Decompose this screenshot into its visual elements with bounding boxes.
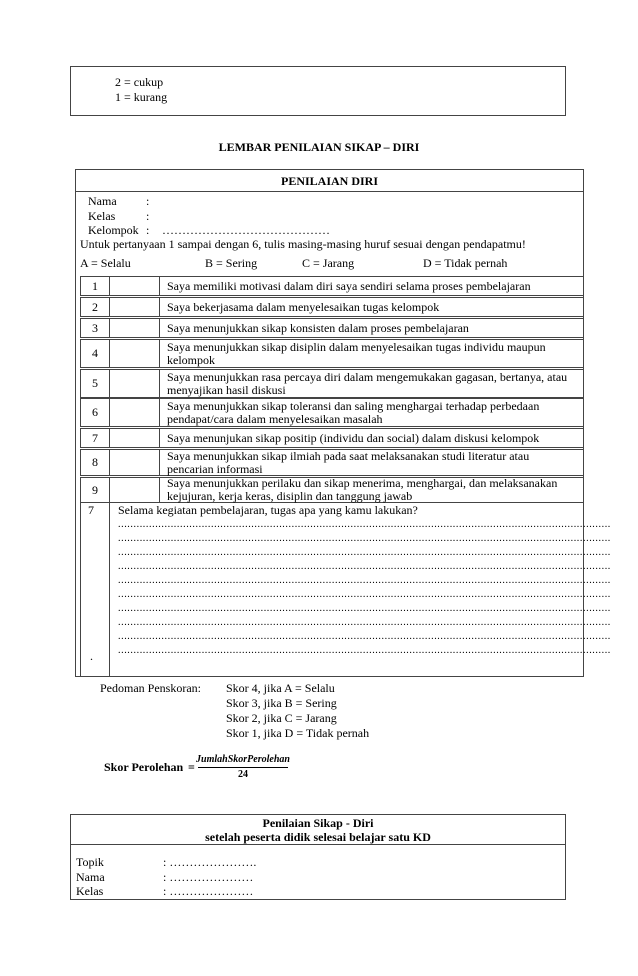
open-question-divider <box>109 503 110 677</box>
bottom-box-subtitle: setelah peserta didik selesai belajar satu KD <box>205 830 431 844</box>
item-text: Saya menunjukan sikap positip (individu dan social) dalam diskusi kelompok <box>167 430 540 445</box>
field-kelompok-sep: : <box>146 223 150 237</box>
legend-a: A = Selalu <box>80 256 131 270</box>
answer-cell[interactable] <box>109 298 160 316</box>
item-row-5 <box>80 369 584 398</box>
answer-line-2[interactable]: ............................................................................................................................................................... <box>118 533 611 544</box>
formula-numerator: JumlahSkorPerolehan <box>196 754 290 765</box>
open-question-mark: . <box>90 649 93 663</box>
answer-line-10[interactable]: ............................................................................................................................................................... <box>118 645 611 656</box>
field-nama-sep: : <box>146 194 150 208</box>
answer-cell[interactable] <box>109 277 160 295</box>
pedoman-line-1: Skor 4, jika A = Selalu <box>226 681 335 695</box>
item-number: 8 <box>81 450 110 475</box>
pedoman-line-2: Skor 3, jika B = Sering <box>226 696 337 710</box>
bottom-field-kelas-label: Kelas <box>76 884 104 898</box>
field-kelas-sep: : <box>146 209 150 223</box>
item-text: Saya menunjukkan rasa percaya diri dalam mengemukakan gagasan, bertanya, atau menyajikan hasil diskusi <box>167 369 568 397</box>
scale-line-2: 2 = cukup <box>115 75 164 89</box>
item-text: Saya menunjukkan perilaku dan sikap menerima, menghargai, dan melaksanakan kejujuran, kerja keras, disiplin dan tanggung jawab <box>167 476 558 503</box>
section-title: LEMBAR PENILAIAN SIKAP – DIRI <box>218 140 420 154</box>
bottom-box-title: Penilaian Sikap - Diri <box>262 816 374 830</box>
item-row-1 <box>80 276 584 296</box>
instruction-text: Untuk pertanyaan 1 sampai dengan 6, tulis masing-masing huruf sesuai dengan pendapatmu! <box>80 237 526 251</box>
legend-c: C = Jarang <box>302 256 355 270</box>
item-number: 7 <box>81 429 110 447</box>
item-text: Saya menunjukkan sikap ilmiah pada saat melaksanakan studi literatur atau pencarian informasi <box>167 448 530 476</box>
item-text: Saya bekerjasama dalam menyelesaikan tugas kelompok <box>167 299 440 314</box>
pedoman-line-3: Skor 2, jika C = Jarang <box>226 711 337 725</box>
field-nama-label: Nama <box>88 194 117 208</box>
item-number: 4 <box>81 340 110 367</box>
open-question-number: 7 <box>88 503 94 517</box>
answer-line-4[interactable]: ............................................................................................................................................................... <box>118 561 611 572</box>
item-row-2 <box>80 297 584 317</box>
formula-equals: = <box>188 760 195 774</box>
item-text: Saya menunjukkan sikap toleransi dan saling menghargai terhadap perbedaan pendapat/cara dalam menyelesaikan masalah <box>167 398 540 426</box>
item-row-8 <box>80 449 584 476</box>
answer-line-6[interactable]: ............................................................................................................................................................... <box>118 589 611 600</box>
answer-line-1[interactable]: ............................................................................................................................................................... <box>118 519 611 530</box>
legend-b: B = Sering <box>205 256 258 270</box>
item-row-7 <box>80 428 584 448</box>
answer-cell[interactable] <box>109 478 160 502</box>
item-text: Saya menunjukkan sikap disiplin dalam menyelesaikan tugas individu maupun kelompok <box>167 339 546 367</box>
item-row-3 <box>80 318 584 338</box>
formula-denominator: 24 <box>238 769 248 780</box>
item-row-4 <box>80 339 584 368</box>
bottom-field-topik-value[interactable]: : …………………. <box>163 855 257 869</box>
item-number: 2 <box>81 298 110 316</box>
bottom-field-topik-label: Topik <box>76 855 104 869</box>
answer-cell[interactable] <box>109 319 160 337</box>
formula-fraction-bar <box>198 767 288 768</box>
field-kelompok-value: …………………………………… <box>162 223 330 237</box>
item-text: Saya menunjukkan sikap konsisten dalam proses pembelajaran <box>167 320 469 335</box>
field-kelompok-label: Kelompok <box>88 223 139 237</box>
field-kelas-label: Kelas <box>88 209 116 223</box>
pedoman-label: Pedoman Penskoran: <box>100 681 201 695</box>
header-divider <box>75 191 584 192</box>
answer-line-8[interactable]: ............................................................................................................................................................... <box>118 617 611 628</box>
penilaian-header: PENILAIAN DIRI <box>280 174 378 188</box>
open-question-text: Selama kegiatan pembelajaran, tugas apa yang kamu lakukan? <box>118 503 418 517</box>
bottom-field-nama-value[interactable]: : ………………… <box>163 870 254 884</box>
answer-cell[interactable] <box>109 399 160 426</box>
answer-cell[interactable] <box>109 340 160 367</box>
item-text: Saya memiliki motivasi dalam diri saya sendiri selama proses pembelajaran <box>167 278 531 293</box>
bottom-field-kelas-value[interactable]: : ………………… <box>163 884 254 898</box>
answer-cell[interactable] <box>109 450 160 475</box>
bottom-field-nama-label: Nama <box>76 870 105 884</box>
item-number: 3 <box>81 319 110 337</box>
scale-line-1: 1 = kurang <box>115 90 168 104</box>
formula-label: Skor Perolehan <box>104 760 184 774</box>
answer-line-5[interactable]: ............................................................................................................................................................... <box>118 575 611 586</box>
item-number: 9 <box>81 478 110 502</box>
item-row-6 <box>80 398 584 427</box>
answer-line-7[interactable]: ............................................................................................................................................................... <box>118 603 611 614</box>
pedoman-line-4: Skor 1, jika D = Tidak pernah <box>226 726 370 740</box>
answer-cell[interactable] <box>109 429 160 447</box>
item-row-9 <box>80 477 584 503</box>
answer-line-3[interactable]: ............................................................................................................................................................... <box>118 547 611 558</box>
item-number: 1 <box>81 277 110 295</box>
item-number: 5 <box>81 370 110 397</box>
answer-line-9[interactable]: ............................................................................................................................................................... <box>118 631 611 642</box>
scale-box <box>70 66 566 116</box>
item-number: 6 <box>81 399 110 426</box>
legend-d: D = Tidak pernah <box>423 256 508 270</box>
answer-cell[interactable] <box>109 370 160 397</box>
